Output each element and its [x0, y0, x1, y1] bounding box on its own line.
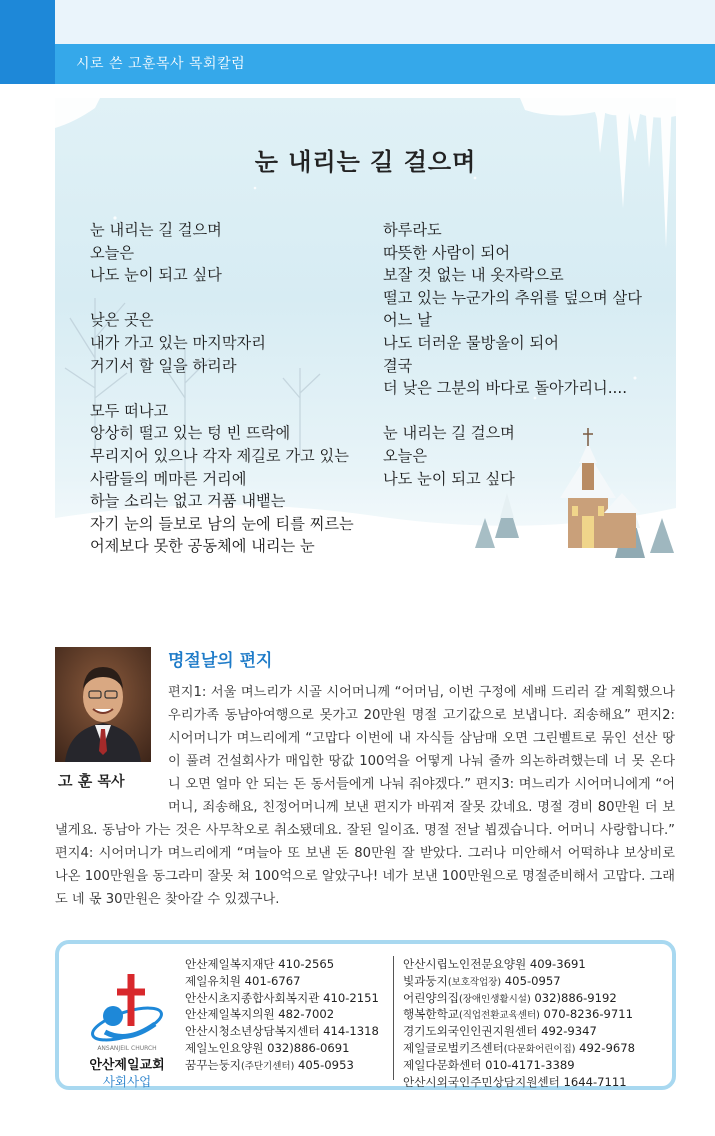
church-name: 안산제일교회 — [89, 1058, 165, 1073]
directory-entry — [403, 973, 635, 990]
entry-name: 안산시청소년상담복지센터 — [185, 1024, 320, 1039]
poem-line: 나도 더러운 물방울이 되어 — [383, 333, 559, 352]
entry-phone: 032)886-9192 — [530, 990, 617, 1005]
author-name-text: 고 훈 — [58, 772, 93, 790]
entry-note: (직업전환교육센터) — [459, 1010, 540, 1022]
entry-note: (주단기센터) — [241, 1060, 295, 1072]
stanza-gap — [90, 377, 354, 400]
entry-phone: 405-0953 — [294, 1057, 354, 1072]
poem-line: 나도 눈이 되고 싶다 — [383, 469, 515, 488]
entry-note: (장애인생활시설) — [459, 993, 531, 1005]
footer-directory — [55, 940, 676, 1090]
poem-line: 내가 가고 있는 마지막자리 — [90, 333, 266, 352]
poem-right-column — [383, 219, 642, 490]
entry-name: 안산시립노인전문요양원 — [403, 957, 527, 971]
directory-entry — [185, 1023, 379, 1040]
entry-name: 제일다문화센터 — [403, 1057, 482, 1072]
entry-name: 어린양의집 — [403, 990, 459, 1005]
poem-line: 나도 눈이 되고 싶다 — [90, 266, 222, 285]
directory-entry — [403, 1023, 635, 1040]
directory-entry — [403, 956, 635, 973]
poem-line: 사람들의 메마른 거리에 — [90, 469, 247, 488]
poem-line: 모두 떠나고 — [90, 401, 169, 420]
directory-entry — [185, 990, 379, 1007]
directory-entry — [185, 956, 379, 973]
entry-note: (보호작업장) — [447, 976, 502, 988]
poem-line: 앙상히 떨고 있는 텅 빈 뜨락에 — [90, 424, 291, 443]
poem-line: 보잘 것 없는 내 옷자락으로 — [383, 266, 564, 285]
entry-name: 제일노인요양원 — [185, 1040, 264, 1055]
entry-phone: 492-9347 — [537, 1024, 597, 1039]
poem-title: 눈 내리는 길 걸으며 — [254, 148, 477, 176]
church-logo-icon — [75, 966, 179, 1054]
poem-line: 어느 날 — [383, 311, 432, 330]
entry-phone: 032)886-0691 — [263, 1040, 350, 1055]
entry-name: 안산시외국인주민상담지원센터 — [403, 1074, 560, 1089]
entry-phone: 410-2151 — [319, 990, 379, 1005]
poem-line: 하루라도 — [383, 221, 442, 239]
entry-name: 제일유치원 — [185, 973, 241, 988]
stanza-gap — [383, 400, 642, 423]
entry-phone: 1644-7111 — [559, 1074, 627, 1089]
directory-right-column — [403, 956, 635, 1090]
stanza-gap — [90, 287, 354, 310]
editorial-body — [55, 681, 675, 911]
entry-phone: 482-7002 — [274, 1007, 335, 1022]
page-header — [0, 0, 715, 84]
entry-note: (다문화어린이집) — [503, 1043, 576, 1055]
header-tab — [0, 0, 55, 84]
directory-entry — [403, 1040, 635, 1057]
directory-entry — [185, 1057, 379, 1074]
church-logo — [75, 966, 179, 1089]
poem-line: 눈 내리는 길 걸으며 — [90, 221, 222, 239]
church-department: 사회사업 — [102, 1074, 152, 1089]
poem-line: 더 낮은 그분의 바다로 돌아가리니.... — [383, 379, 628, 398]
entry-phone: 492-9678 — [575, 1040, 635, 1055]
entry-name: 빛과둥지 — [403, 973, 448, 988]
poem-line: 거기서 할 일을 하리라 — [90, 356, 237, 375]
entry-phone: 409-3691 — [526, 957, 586, 971]
poem-line: 눈 내리는 길 걸으며 — [383, 424, 515, 443]
entry-phone: 010-4171-3389 — [481, 1057, 575, 1072]
directory-entry — [185, 973, 379, 990]
poem-panel — [55, 98, 676, 600]
entry-phone: 410-2565 — [274, 957, 335, 971]
poem-line: 결국 — [383, 356, 413, 375]
directory-entry — [403, 1006, 635, 1023]
poem-line: 오늘은 — [383, 446, 428, 465]
directory-entry — [185, 1006, 379, 1023]
poem-line: 떨고 있는 누군가의 추위를 덮으며 살다 — [383, 288, 642, 307]
poem-line: 오늘은 — [90, 243, 135, 262]
entry-name: 안산제일복지의원 — [185, 1007, 275, 1022]
entry-name: 행복한학교 — [403, 1007, 459, 1022]
entry-name: 제일글로벌키즈센터 — [403, 1040, 504, 1055]
entry-phone: 414-1318 — [319, 1024, 379, 1039]
poem-left-column — [90, 219, 354, 558]
directory-divider — [393, 956, 394, 1080]
directory-entry — [403, 1057, 635, 1074]
logo-caption: ANSANJEIL CHURCH — [97, 1045, 157, 1052]
directory-entry — [403, 990, 635, 1007]
poem-line: 따뜻한 사람이 되어 — [383, 243, 511, 262]
photo-float-space — [55, 681, 168, 819]
poem-line: 하늘 소리는 없고 거품 내뱉는 — [90, 492, 286, 511]
poem-line: 어제보다 못한 공동체에 내리는 눈 — [90, 537, 315, 556]
poem-line: 낮은 곳은 — [90, 311, 154, 330]
entry-phone: 401-6767 — [241, 973, 301, 988]
author-title: 목사 — [97, 774, 125, 790]
entry-phone: 405-0957 — [501, 973, 561, 988]
directory-entry — [185, 1040, 379, 1057]
entry-name: 안산제일복지재단 — [185, 957, 275, 971]
entry-name: 꿈꾸는둥지 — [185, 1057, 241, 1072]
poem-line: 무리지어 있으나 각자 제길로 가고 있는 — [90, 446, 349, 465]
editorial-text: 편지1: 서울 며느리가 시골 시어머니께 “어머님, 이번 구정에 세배 드리러 갈 계획했으나 우리가족 동남아여행으로 못가고 20만원 명절 고기값으로 보냅니다. 죄송해요” 편지2: 시어머니가 며느리에게 “고맙다 이번에 내 자식들 삼남매 오면 그린벨트로 묶인 선산 땅이 풀려 건설회사가 매입한 땅값 100억을 어떻게 나눠 줄까 의논하려했는데 너 못 온다니 오면 얼마 안 되는 돈 동서들에게 나눠 줘야겠다.” 편지3: 며느리가 시어머니에게 “어머니, 죄송해요, 친정어머니께 보낸 편지가 바꿔져 잘못 갔네요. 명절 경비 80만원 더 보낼게요. 동남아 가는 것은 사무착오로 취소됐데요. 잘된 일이죠. 명절 전날 뵙겠습니다. 어머니 사랑합니다.” 편지4: 시어머니가 며느리에게 “며늘아 또 보낸 돈 80만원 잘 받았다. 그러나 미안해서 어떡하냐 보상비로 나온 100만원을 동그라미 잘못 쳐 100억으로 알았구나! 네가 보낸 100만원으로 명절준비해서 고맙다. 그래도 네 몫 30만원은 찾아갈 수 있겠구나. — [55, 685, 675, 907]
entry-name: 안산시초지종합사회복지관 — [185, 990, 320, 1005]
directory-entry — [403, 1074, 635, 1091]
entry-name: 경기도외국인인권지원센터 — [403, 1024, 538, 1039]
editorial-title: 명절날의 편지 — [168, 651, 273, 671]
section-title: 시로 쓴 고훈목사 목회칼럼 — [76, 56, 246, 72]
poem-line: 자기 눈의 들보로 남의 눈에 티를 찌르는 — [90, 514, 354, 533]
directory-left-column — [185, 956, 379, 1074]
entry-phone: 070-8236-9711 — [539, 1007, 634, 1022]
